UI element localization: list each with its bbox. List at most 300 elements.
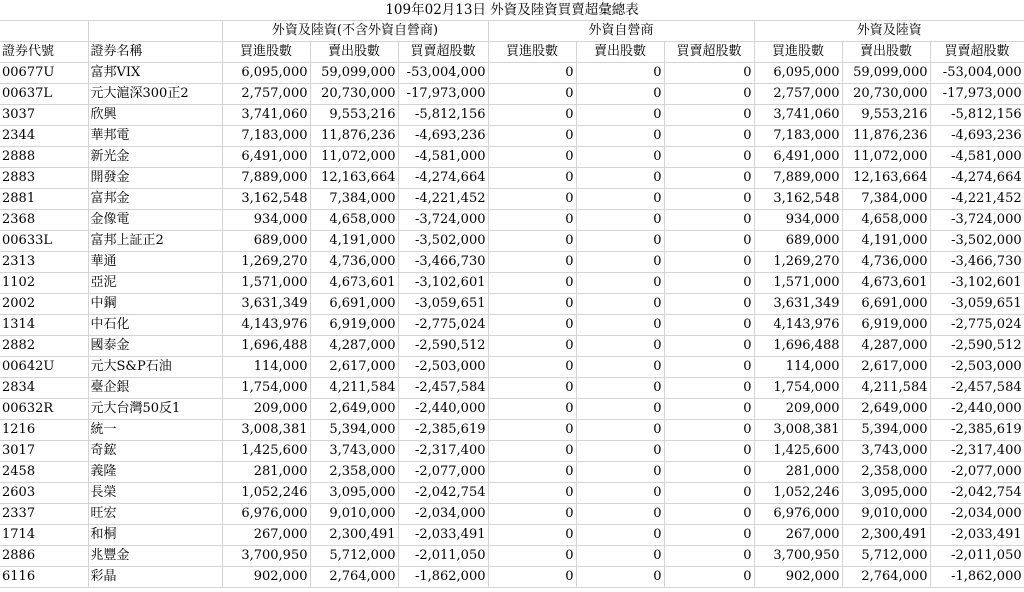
table-row <box>0 441 1024 462</box>
value-cell: 0 <box>576 378 664 399</box>
value-cell: 0 <box>664 168 754 189</box>
value-cell: 0 <box>576 462 664 483</box>
value-cell: 4,673,601 <box>310 273 398 294</box>
value-cell: 0 <box>664 399 754 420</box>
value-cell: 0 <box>576 399 664 420</box>
group-blank-cell <box>0 21 88 42</box>
security-name-cell: 欣興 <box>88 105 222 126</box>
security-name-cell: 富邦金 <box>88 189 222 210</box>
value-cell: 0 <box>664 462 754 483</box>
security-code-cell: 2337 <box>0 504 88 525</box>
value-cell: 2,757,000 <box>754 84 842 105</box>
value-cell: 0 <box>488 189 576 210</box>
security-name-cell: 富邦上証正2 <box>88 231 222 252</box>
value-cell: -3,724,000 <box>398 210 488 231</box>
value-cell: -2,011,050 <box>398 546 488 567</box>
header-sell-3: 賣出股數 <box>842 42 930 63</box>
security-name-cell: 亞泥 <box>88 273 222 294</box>
security-name-cell: 和桐 <box>88 525 222 546</box>
value-cell: 7,183,000 <box>754 126 842 147</box>
value-cell: 1,696,488 <box>754 336 842 357</box>
value-cell: 0 <box>576 567 664 588</box>
value-cell: 0 <box>488 546 576 567</box>
value-cell: -3,059,651 <box>930 294 1024 315</box>
value-cell: 2,617,000 <box>310 357 398 378</box>
value-cell: 0 <box>488 168 576 189</box>
value-cell: -3,724,000 <box>930 210 1024 231</box>
header-buy-1: 買進股數 <box>222 42 310 63</box>
security-name-cell: 華邦電 <box>88 126 222 147</box>
value-cell: 0 <box>488 315 576 336</box>
table-row <box>0 504 1024 525</box>
security-code-cell: 2002 <box>0 294 88 315</box>
value-cell: -2,077,000 <box>930 462 1024 483</box>
header-sell-1: 賣出股數 <box>310 42 398 63</box>
value-cell: 0 <box>664 231 754 252</box>
value-cell: 0 <box>488 294 576 315</box>
value-cell: -53,004,000 <box>930 63 1024 84</box>
value-cell: 12,163,664 <box>842 168 930 189</box>
value-cell: 1,696,488 <box>222 336 310 357</box>
value-cell: 0 <box>664 105 754 126</box>
value-cell: -3,502,000 <box>930 231 1024 252</box>
header-buy-3: 買進股數 <box>754 42 842 63</box>
value-cell: -5,812,156 <box>398 105 488 126</box>
value-cell: 1,269,270 <box>222 252 310 273</box>
value-cell: 3,700,950 <box>754 546 842 567</box>
value-cell: 4,191,000 <box>842 231 930 252</box>
value-cell: 0 <box>664 504 754 525</box>
value-cell: 0 <box>488 336 576 357</box>
value-cell: 1,052,246 <box>222 483 310 504</box>
value-cell: 59,099,000 <box>842 63 930 84</box>
value-cell: -2,440,000 <box>930 399 1024 420</box>
table-row <box>0 546 1024 567</box>
value-cell: 0 <box>488 105 576 126</box>
value-cell: -2,077,000 <box>398 462 488 483</box>
security-code-cell: 00637L <box>0 84 88 105</box>
value-cell: 0 <box>576 357 664 378</box>
value-cell: 11,876,236 <box>310 126 398 147</box>
security-code-cell: 2886 <box>0 546 88 567</box>
value-cell: 4,673,601 <box>842 273 930 294</box>
value-cell: 4,211,584 <box>310 378 398 399</box>
security-code-cell: 00632R <box>0 399 88 420</box>
value-cell: 5,394,000 <box>310 420 398 441</box>
value-cell: 4,143,976 <box>754 315 842 336</box>
value-cell: 5,394,000 <box>842 420 930 441</box>
table-row <box>0 126 1024 147</box>
value-cell: -3,466,730 <box>398 252 488 273</box>
value-cell: -2,033,491 <box>930 525 1024 546</box>
value-cell: 9,010,000 <box>842 504 930 525</box>
value-cell: -4,693,236 <box>930 126 1024 147</box>
value-cell: 1,754,000 <box>222 378 310 399</box>
value-cell: -3,502,000 <box>398 231 488 252</box>
value-cell: 7,384,000 <box>842 189 930 210</box>
value-cell: 934,000 <box>754 210 842 231</box>
value-cell: 281,000 <box>754 462 842 483</box>
table-row <box>0 84 1024 105</box>
value-cell: 0 <box>576 105 664 126</box>
security-name-cell: 統一 <box>88 420 222 441</box>
security-name-cell: 元大滬深300正2 <box>88 84 222 105</box>
value-cell: 6,095,000 <box>222 63 310 84</box>
value-cell: 3,700,950 <box>222 546 310 567</box>
value-cell: 0 <box>664 84 754 105</box>
value-cell: -4,221,452 <box>398 189 488 210</box>
value-cell: 3,741,060 <box>754 105 842 126</box>
value-cell: 209,000 <box>754 399 842 420</box>
value-cell: -2,034,000 <box>398 504 488 525</box>
value-cell: -2,775,024 <box>930 315 1024 336</box>
table-row <box>0 315 1024 336</box>
value-cell: 0 <box>576 546 664 567</box>
value-cell: 0 <box>664 126 754 147</box>
security-code-cell: 3017 <box>0 441 88 462</box>
value-cell: 0 <box>576 231 664 252</box>
value-cell: 902,000 <box>222 567 310 588</box>
value-cell: -2,317,400 <box>930 441 1024 462</box>
security-name-cell: 兆豐金 <box>88 546 222 567</box>
value-cell: -2,385,619 <box>930 420 1024 441</box>
table-row <box>0 483 1024 504</box>
value-cell: 0 <box>488 441 576 462</box>
value-cell: 7,889,000 <box>754 168 842 189</box>
value-cell: 6,976,000 <box>754 504 842 525</box>
table-row <box>0 231 1024 252</box>
value-cell: -2,590,512 <box>930 336 1024 357</box>
value-cell: 0 <box>576 252 664 273</box>
value-cell: -4,274,664 <box>398 168 488 189</box>
value-cell: 2,300,491 <box>310 525 398 546</box>
value-cell: 0 <box>664 147 754 168</box>
value-cell: 3,162,548 <box>754 189 842 210</box>
value-cell: 4,191,000 <box>310 231 398 252</box>
value-cell: -17,973,000 <box>398 84 488 105</box>
value-cell: 0 <box>488 525 576 546</box>
value-cell: 281,000 <box>222 462 310 483</box>
security-name-cell: 臺企銀 <box>88 378 222 399</box>
table-row <box>0 273 1024 294</box>
value-cell: 6,491,000 <box>222 147 310 168</box>
value-cell: 0 <box>664 567 754 588</box>
value-cell: 0 <box>664 546 754 567</box>
value-cell: -4,274,664 <box>930 168 1024 189</box>
value-cell: 689,000 <box>754 231 842 252</box>
value-cell: 0 <box>576 84 664 105</box>
value-cell: 267,000 <box>754 525 842 546</box>
value-cell: -2,317,400 <box>398 441 488 462</box>
table-row <box>0 399 1024 420</box>
group-header-foreign-dealer: 外資自營商 <box>488 21 754 42</box>
header-sell-2: 賣出股數 <box>576 42 664 63</box>
value-cell: 0 <box>488 420 576 441</box>
value-cell: 7,183,000 <box>222 126 310 147</box>
security-code-cell: 00677U <box>0 63 88 84</box>
security-name-cell: 中鋼 <box>88 294 222 315</box>
header-security-code: 證券代號 <box>0 42 88 63</box>
value-cell: -2,440,000 <box>398 399 488 420</box>
value-cell: 11,072,000 <box>842 147 930 168</box>
value-cell: 0 <box>488 273 576 294</box>
table-row <box>0 525 1024 546</box>
group-header-row <box>0 21 1024 42</box>
value-cell: 2,764,000 <box>310 567 398 588</box>
security-code-cell: 1102 <box>0 273 88 294</box>
value-cell: 0 <box>576 525 664 546</box>
value-cell: 0 <box>576 210 664 231</box>
value-cell: 6,691,000 <box>310 294 398 315</box>
value-cell: 1,754,000 <box>754 378 842 399</box>
value-cell: 7,889,000 <box>222 168 310 189</box>
value-cell: 1,269,270 <box>754 252 842 273</box>
value-cell: 0 <box>664 210 754 231</box>
value-cell: 0 <box>576 273 664 294</box>
value-cell: -1,862,000 <box>398 567 488 588</box>
security-name-cell: 彩晶 <box>88 567 222 588</box>
header-net-1: 買賣超股數 <box>398 42 488 63</box>
value-cell: 0 <box>664 378 754 399</box>
table-row <box>0 420 1024 441</box>
value-cell: 0 <box>488 567 576 588</box>
security-code-cell: 2603 <box>0 483 88 504</box>
value-cell: 4,143,976 <box>222 315 310 336</box>
value-cell: 2,358,000 <box>310 462 398 483</box>
value-cell: 0 <box>664 525 754 546</box>
value-cell: 59,099,000 <box>310 63 398 84</box>
value-cell: -3,466,730 <box>930 252 1024 273</box>
value-cell: 3,631,349 <box>754 294 842 315</box>
value-cell: 4,287,000 <box>842 336 930 357</box>
security-name-cell: 中石化 <box>88 315 222 336</box>
table-row <box>0 378 1024 399</box>
value-cell: 902,000 <box>754 567 842 588</box>
value-cell: 0 <box>576 441 664 462</box>
value-cell: -2,385,619 <box>398 420 488 441</box>
title-row <box>0 0 1024 21</box>
value-cell: 114,000 <box>222 357 310 378</box>
table-row <box>0 252 1024 273</box>
value-cell: 689,000 <box>222 231 310 252</box>
value-cell: 0 <box>488 462 576 483</box>
value-cell: 3,095,000 <box>842 483 930 504</box>
value-cell: 6,976,000 <box>222 504 310 525</box>
value-cell: 0 <box>576 294 664 315</box>
value-cell: -4,693,236 <box>398 126 488 147</box>
value-cell: 0 <box>576 147 664 168</box>
column-header-row <box>0 42 1024 63</box>
value-cell: 11,876,236 <box>842 126 930 147</box>
security-code-cell: 2883 <box>0 168 88 189</box>
value-cell: 0 <box>576 483 664 504</box>
value-cell: -5,812,156 <box>930 105 1024 126</box>
value-cell: 4,658,000 <box>842 210 930 231</box>
value-cell: -17,973,000 <box>930 84 1024 105</box>
security-code-cell: 1714 <box>0 525 88 546</box>
value-cell: 3,741,060 <box>222 105 310 126</box>
value-cell: 0 <box>488 378 576 399</box>
value-cell: 0 <box>664 63 754 84</box>
value-cell: 7,384,000 <box>310 189 398 210</box>
value-cell: 0 <box>576 189 664 210</box>
value-cell: 0 <box>576 315 664 336</box>
security-name-cell: 元大台灣50反1 <box>88 399 222 420</box>
security-name-cell: 國泰金 <box>88 336 222 357</box>
value-cell: 5,712,000 <box>842 546 930 567</box>
value-cell: -2,503,000 <box>398 357 488 378</box>
value-cell: 9,553,216 <box>310 105 398 126</box>
value-cell: 9,010,000 <box>310 504 398 525</box>
value-cell: 0 <box>664 483 754 504</box>
value-cell: 0 <box>488 357 576 378</box>
value-cell: 4,658,000 <box>310 210 398 231</box>
security-code-cell: 2881 <box>0 189 88 210</box>
header-net-2: 買賣超股數 <box>664 42 754 63</box>
value-cell: 4,211,584 <box>842 378 930 399</box>
value-cell: 0 <box>488 504 576 525</box>
value-cell: -3,102,601 <box>930 273 1024 294</box>
value-cell: 0 <box>488 231 576 252</box>
security-name-cell: 富邦VIX <box>88 63 222 84</box>
value-cell: 0 <box>664 420 754 441</box>
value-cell: 20,730,000 <box>842 84 930 105</box>
value-cell: -4,581,000 <box>398 147 488 168</box>
value-cell: 0 <box>576 126 664 147</box>
value-cell: 2,764,000 <box>842 567 930 588</box>
value-cell: 6,491,000 <box>754 147 842 168</box>
security-code-cell: 3037 <box>0 105 88 126</box>
security-name-cell: 義隆 <box>88 462 222 483</box>
table-row <box>0 105 1024 126</box>
value-cell: 0 <box>488 84 576 105</box>
value-cell: -2,457,584 <box>930 378 1024 399</box>
value-cell: 1,425,600 <box>754 441 842 462</box>
security-code-cell: 6116 <box>0 567 88 588</box>
value-cell: 20,730,000 <box>310 84 398 105</box>
security-code-cell: 2344 <box>0 126 88 147</box>
value-cell: 1,571,000 <box>222 273 310 294</box>
security-name-cell: 開發金 <box>88 168 222 189</box>
value-cell: 1,571,000 <box>754 273 842 294</box>
value-cell: 3,743,000 <box>842 441 930 462</box>
value-cell: 3,743,000 <box>310 441 398 462</box>
value-cell: 6,919,000 <box>842 315 930 336</box>
value-cell: 2,649,000 <box>842 399 930 420</box>
value-cell: 0 <box>488 210 576 231</box>
report-title: 109年02月13日 外資及陸資買賣超彙總表 <box>0 0 1024 21</box>
value-cell: 0 <box>664 189 754 210</box>
value-cell: 6,919,000 <box>310 315 398 336</box>
value-cell: -53,004,000 <box>398 63 488 84</box>
security-code-cell: 00633L <box>0 231 88 252</box>
value-cell: 2,757,000 <box>222 84 310 105</box>
value-cell: -2,042,754 <box>930 483 1024 504</box>
security-name-cell: 奇鋐 <box>88 441 222 462</box>
security-code-cell: 2834 <box>0 378 88 399</box>
value-cell: 3,162,548 <box>222 189 310 210</box>
value-cell: 3,008,381 <box>754 420 842 441</box>
value-cell: 0 <box>664 336 754 357</box>
value-cell: -4,221,452 <box>930 189 1024 210</box>
value-cell: 0 <box>664 315 754 336</box>
value-cell: -3,102,601 <box>398 273 488 294</box>
value-cell: -2,775,024 <box>398 315 488 336</box>
value-cell: 4,736,000 <box>842 252 930 273</box>
security-name-cell: 元大S&P石油 <box>88 357 222 378</box>
value-cell: 2,617,000 <box>842 357 930 378</box>
value-cell: 0 <box>664 357 754 378</box>
value-cell: 3,095,000 <box>310 483 398 504</box>
value-cell: 0 <box>488 483 576 504</box>
security-name-cell: 華通 <box>88 252 222 273</box>
value-cell: 3,631,349 <box>222 294 310 315</box>
table-row <box>0 63 1024 84</box>
value-cell: 0 <box>576 420 664 441</box>
value-cell: 0 <box>576 336 664 357</box>
table-row <box>0 357 1024 378</box>
value-cell: 6,691,000 <box>842 294 930 315</box>
group-blank-cell <box>88 21 222 42</box>
table-row <box>0 168 1024 189</box>
value-cell: -3,059,651 <box>398 294 488 315</box>
security-code-cell: 1314 <box>0 315 88 336</box>
value-cell: 267,000 <box>222 525 310 546</box>
value-cell: 11,072,000 <box>310 147 398 168</box>
value-cell: 0 <box>576 504 664 525</box>
value-cell: -2,503,000 <box>930 357 1024 378</box>
security-name-cell: 旺宏 <box>88 504 222 525</box>
value-cell: 0 <box>664 441 754 462</box>
value-cell: -2,033,491 <box>398 525 488 546</box>
table-row <box>0 210 1024 231</box>
value-cell: 2,649,000 <box>310 399 398 420</box>
group-header-foreign-total: 外資及陸資 <box>754 21 1024 42</box>
value-cell: 6,095,000 <box>754 63 842 84</box>
header-security-name: 證券名稱 <box>88 42 222 63</box>
value-cell: 0 <box>488 63 576 84</box>
header-buy-2: 買進股數 <box>488 42 576 63</box>
value-cell: 4,736,000 <box>310 252 398 273</box>
value-cell: 1,052,246 <box>754 483 842 504</box>
value-cell: 3,008,381 <box>222 420 310 441</box>
table-row <box>0 336 1024 357</box>
security-name-cell: 新光金 <box>88 147 222 168</box>
security-name-cell: 長榮 <box>88 483 222 504</box>
value-cell: 1,425,600 <box>222 441 310 462</box>
value-cell: 114,000 <box>754 357 842 378</box>
value-cell: -2,457,584 <box>398 378 488 399</box>
value-cell: -2,011,050 <box>930 546 1024 567</box>
value-cell: 0 <box>488 252 576 273</box>
value-cell: 0 <box>664 294 754 315</box>
value-cell: -2,590,512 <box>398 336 488 357</box>
security-code-cell: 2368 <box>0 210 88 231</box>
value-cell: 0 <box>488 399 576 420</box>
value-cell: 5,712,000 <box>310 546 398 567</box>
security-code-cell: 2458 <box>0 462 88 483</box>
table-row <box>0 189 1024 210</box>
value-cell: 934,000 <box>222 210 310 231</box>
value-cell: 12,163,664 <box>310 168 398 189</box>
value-cell: 0 <box>664 273 754 294</box>
value-cell: -1,862,000 <box>930 567 1024 588</box>
value-cell: 4,287,000 <box>310 336 398 357</box>
group-header-foreign-excl-dealer: 外資及陸資(不含外資自營商) <box>222 21 488 42</box>
security-code-cell: 2888 <box>0 147 88 168</box>
value-cell: -2,034,000 <box>930 504 1024 525</box>
security-name-cell: 金像電 <box>88 210 222 231</box>
